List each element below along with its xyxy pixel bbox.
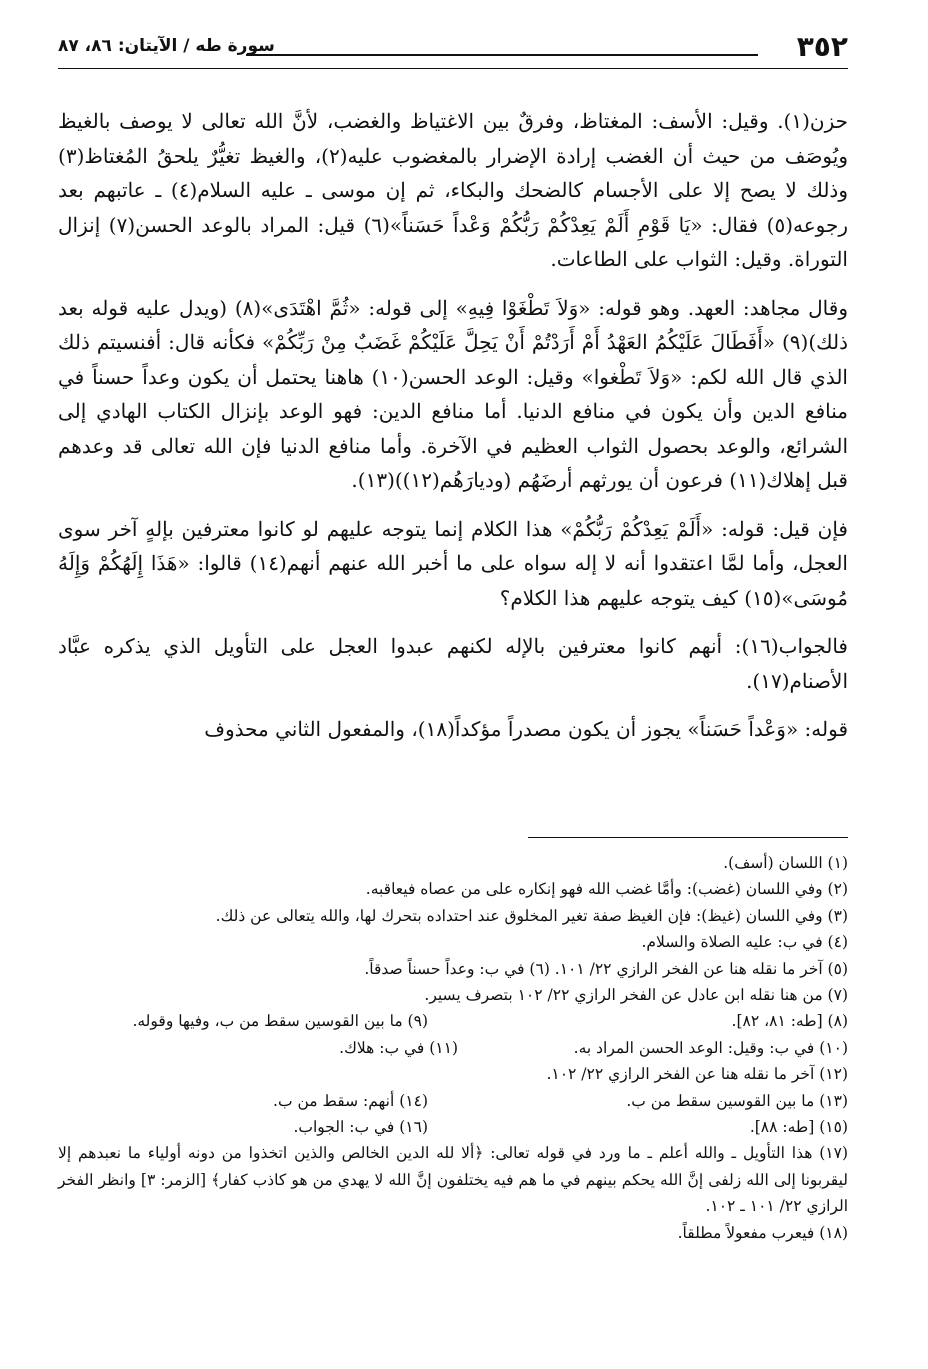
header-rule xyxy=(246,54,758,56)
footnote-5-6: (٥) آخر ما نقله هنا عن الفخر الرازي ٢٢/ ١٠١. (٦) في ب: وعداً حسناً صدقاً. xyxy=(364,959,848,978)
page-header xyxy=(58,24,848,64)
footnote-row-13-14 xyxy=(58,1088,848,1114)
paragraph-1: حزن(١). وقيل: الأسف: المغتاظ، وفرقٌ بين الاغتياظ والغضب، لأنَّ الله تعالى لا يوصف بالغيظ ويُوصَف من حيث أن الغضب إرادة الإضرار بالمغضوب عليه(٢)، والغيظ تغيُّرٌ يلحقُ المُغتاظ(٣) وذلك لا يصح إلا على الأجسام كالضحك والبكاء، ثم إن موسى ـ عليه السلام(٤) ـ عاتبهم بعد رجوعه(٥) فقال: «يَا قَوْمِ أَلَمْ يَعِدْكُمْ رَبُّكُمْ وَعْداً حَسَناً»(٦) قيل: المراد بالوعد الحسن(٧) إنزال التوراة. وقيل: الثواب على الطاعات. xyxy=(58,109,849,271)
footnote-18: (١٨) فيعرب مفعولاً مطلقاً. xyxy=(677,1223,848,1242)
paragraph-4: فالجواب(١٦): أنهم كانوا معترفين بالإله لكنهم عبدوا العجل على التأويل الذي يذكره عبَّاد الأصنام(١٧). xyxy=(58,634,848,693)
paragraph-3: فإن قيل: قوله: «أَلَمْ يَعِدْكُمْ رَبُّكُمْ» هذا الكلام إنما يتوجه عليهم لو كانوا معترفين بإلهٍ آخر سوى العجل، وأما لمَّا اعتقدوا أنه لا إله سواه على ما أخبر الله عنهم أنهم(١٤) قالوا: «هَذَا إِلَهُكُمْ وَإِلَهُ مُوسَى»(١٥) كيف يتوجه عليهم هذا الكلام؟ xyxy=(58,516,848,610)
footnote-13: (١٣) ما بين القوسين سقط من ب. xyxy=(626,1091,848,1110)
footnote-separator xyxy=(528,837,848,838)
footnote-2: (٢) وفي اللسان (غضب): وأمَّا غضب الله فهو إنكاره على من عصاه فيعاقبه. xyxy=(365,880,848,899)
footnotes xyxy=(58,850,848,1246)
footnote-4: (٤) في ب: عليه الصلاة والسلام. xyxy=(641,933,848,952)
footnote-9: (٩) ما بين القوسين سقط من ب، وفيها وقوله. xyxy=(132,1012,428,1031)
footnote-row-10-11 xyxy=(58,1035,848,1061)
main-text xyxy=(58,104,848,761)
footnote-10: (١٠) في ب: وقيل: الوعد الحسن المراد به. xyxy=(573,1038,848,1057)
book-page xyxy=(58,24,848,1324)
paragraph-2: وقال مجاهد: العهد. وهو قوله: «وَلاَ تَطْغَوْا فِيهِ» إلى قوله: «ثُمَّ اهْتَدَى»(٨) (ويدل عليه قوله بعد ذلك)(٩) «أَفَطَالَ عَلَيْكُمُ العَهْدُ أَمْ أَرَدْتُمْ أَنْ يَحِلَّ عَلَيْكُمْ غَضَبٌ مِنْ رَبِّكُمْ» فكأنه قال: أفنسيتم ذلك الذي قال الله لكم: «وَلاَ تَطْغوا» وقيل: الوعد الحسن(١٠) هاهنا يحتمل أن يكون وعداً حسناً في منافع الدين وأن يكون في منافع الدنيا. أما منافع الدين: فهو الوعد بإنزال الكتاب الهادي إلى الشرائع، والوعد بحصول الثواب العظيم في الآخرة. وأما منافع الدنيا فإن الله تعالى قد وعدهم قبل إهلاك(١١) فرعون أن يورثهم أرضَهُم (وديارَهُم(١٢))(١٣). xyxy=(58,295,848,492)
footnote-16: (١٦) في ب: الجواب. xyxy=(293,1117,428,1136)
footnote-11: (١١) في ب: هلاك. xyxy=(339,1038,458,1057)
page-number: ٣٥٢ xyxy=(796,30,848,63)
footnote-7: (٧) من هنا نقله ابن عادل عن الفخر الرازي ٢٢/ ١٠٢ بتصرف يسير. xyxy=(424,985,848,1004)
footnote-12: (١٢) آخر ما نقله هنا عن الفخر الرازي ٢٢/ ١٠٢. xyxy=(546,1065,848,1084)
footnote-8: (٨) [طه: ٨١، ٨٢]. xyxy=(731,1012,848,1031)
header-divider xyxy=(58,68,848,69)
footnote-row-8-9 xyxy=(58,1008,848,1034)
running-title: سورة طه / الآيتان: ٨٦، ٨٧ xyxy=(58,36,275,56)
footnote-15: (١٥) [طه: ٨٨]. xyxy=(749,1117,848,1136)
footnote-3: (٣) وفي اللسان (غيظ): فإن الغيظ صفة تغير المخلوق عند احتداده بتحرك لها، والله يتعالى عن ذلك. xyxy=(215,906,848,925)
footnote-row-15-16 xyxy=(58,1114,848,1140)
paragraph-5: قوله: «وَعْداً حَسَناً» يجوز أن يكون مصدراً مؤكداً(١٨)، والمفعول الثاني محذوف xyxy=(204,717,848,741)
footnote-1: (١) اللسان (أسف). xyxy=(723,854,848,872)
footnote-17: (١٧) هذا التأويل ـ والله أعلم ـ ما ورد في قوله تعالى: ﴿ألا لله الدين الخالص والذين اتخذوا من دونه أولياء ما نعبدهم إلا ليقربونا إلى الله زلفى إنَّ الله يحكم بينهم في ما هم فيه يختلفون إنَّ الله لا يهدي من هو كاذب كفار﴾ [الزمر: ٣] وانظر الفخر الرازي ٢٢/ ١٠١ ـ ١٠٢. xyxy=(58,1144,848,1216)
footnote-14: (١٤) أنهم: سقط من ب. xyxy=(273,1091,428,1110)
